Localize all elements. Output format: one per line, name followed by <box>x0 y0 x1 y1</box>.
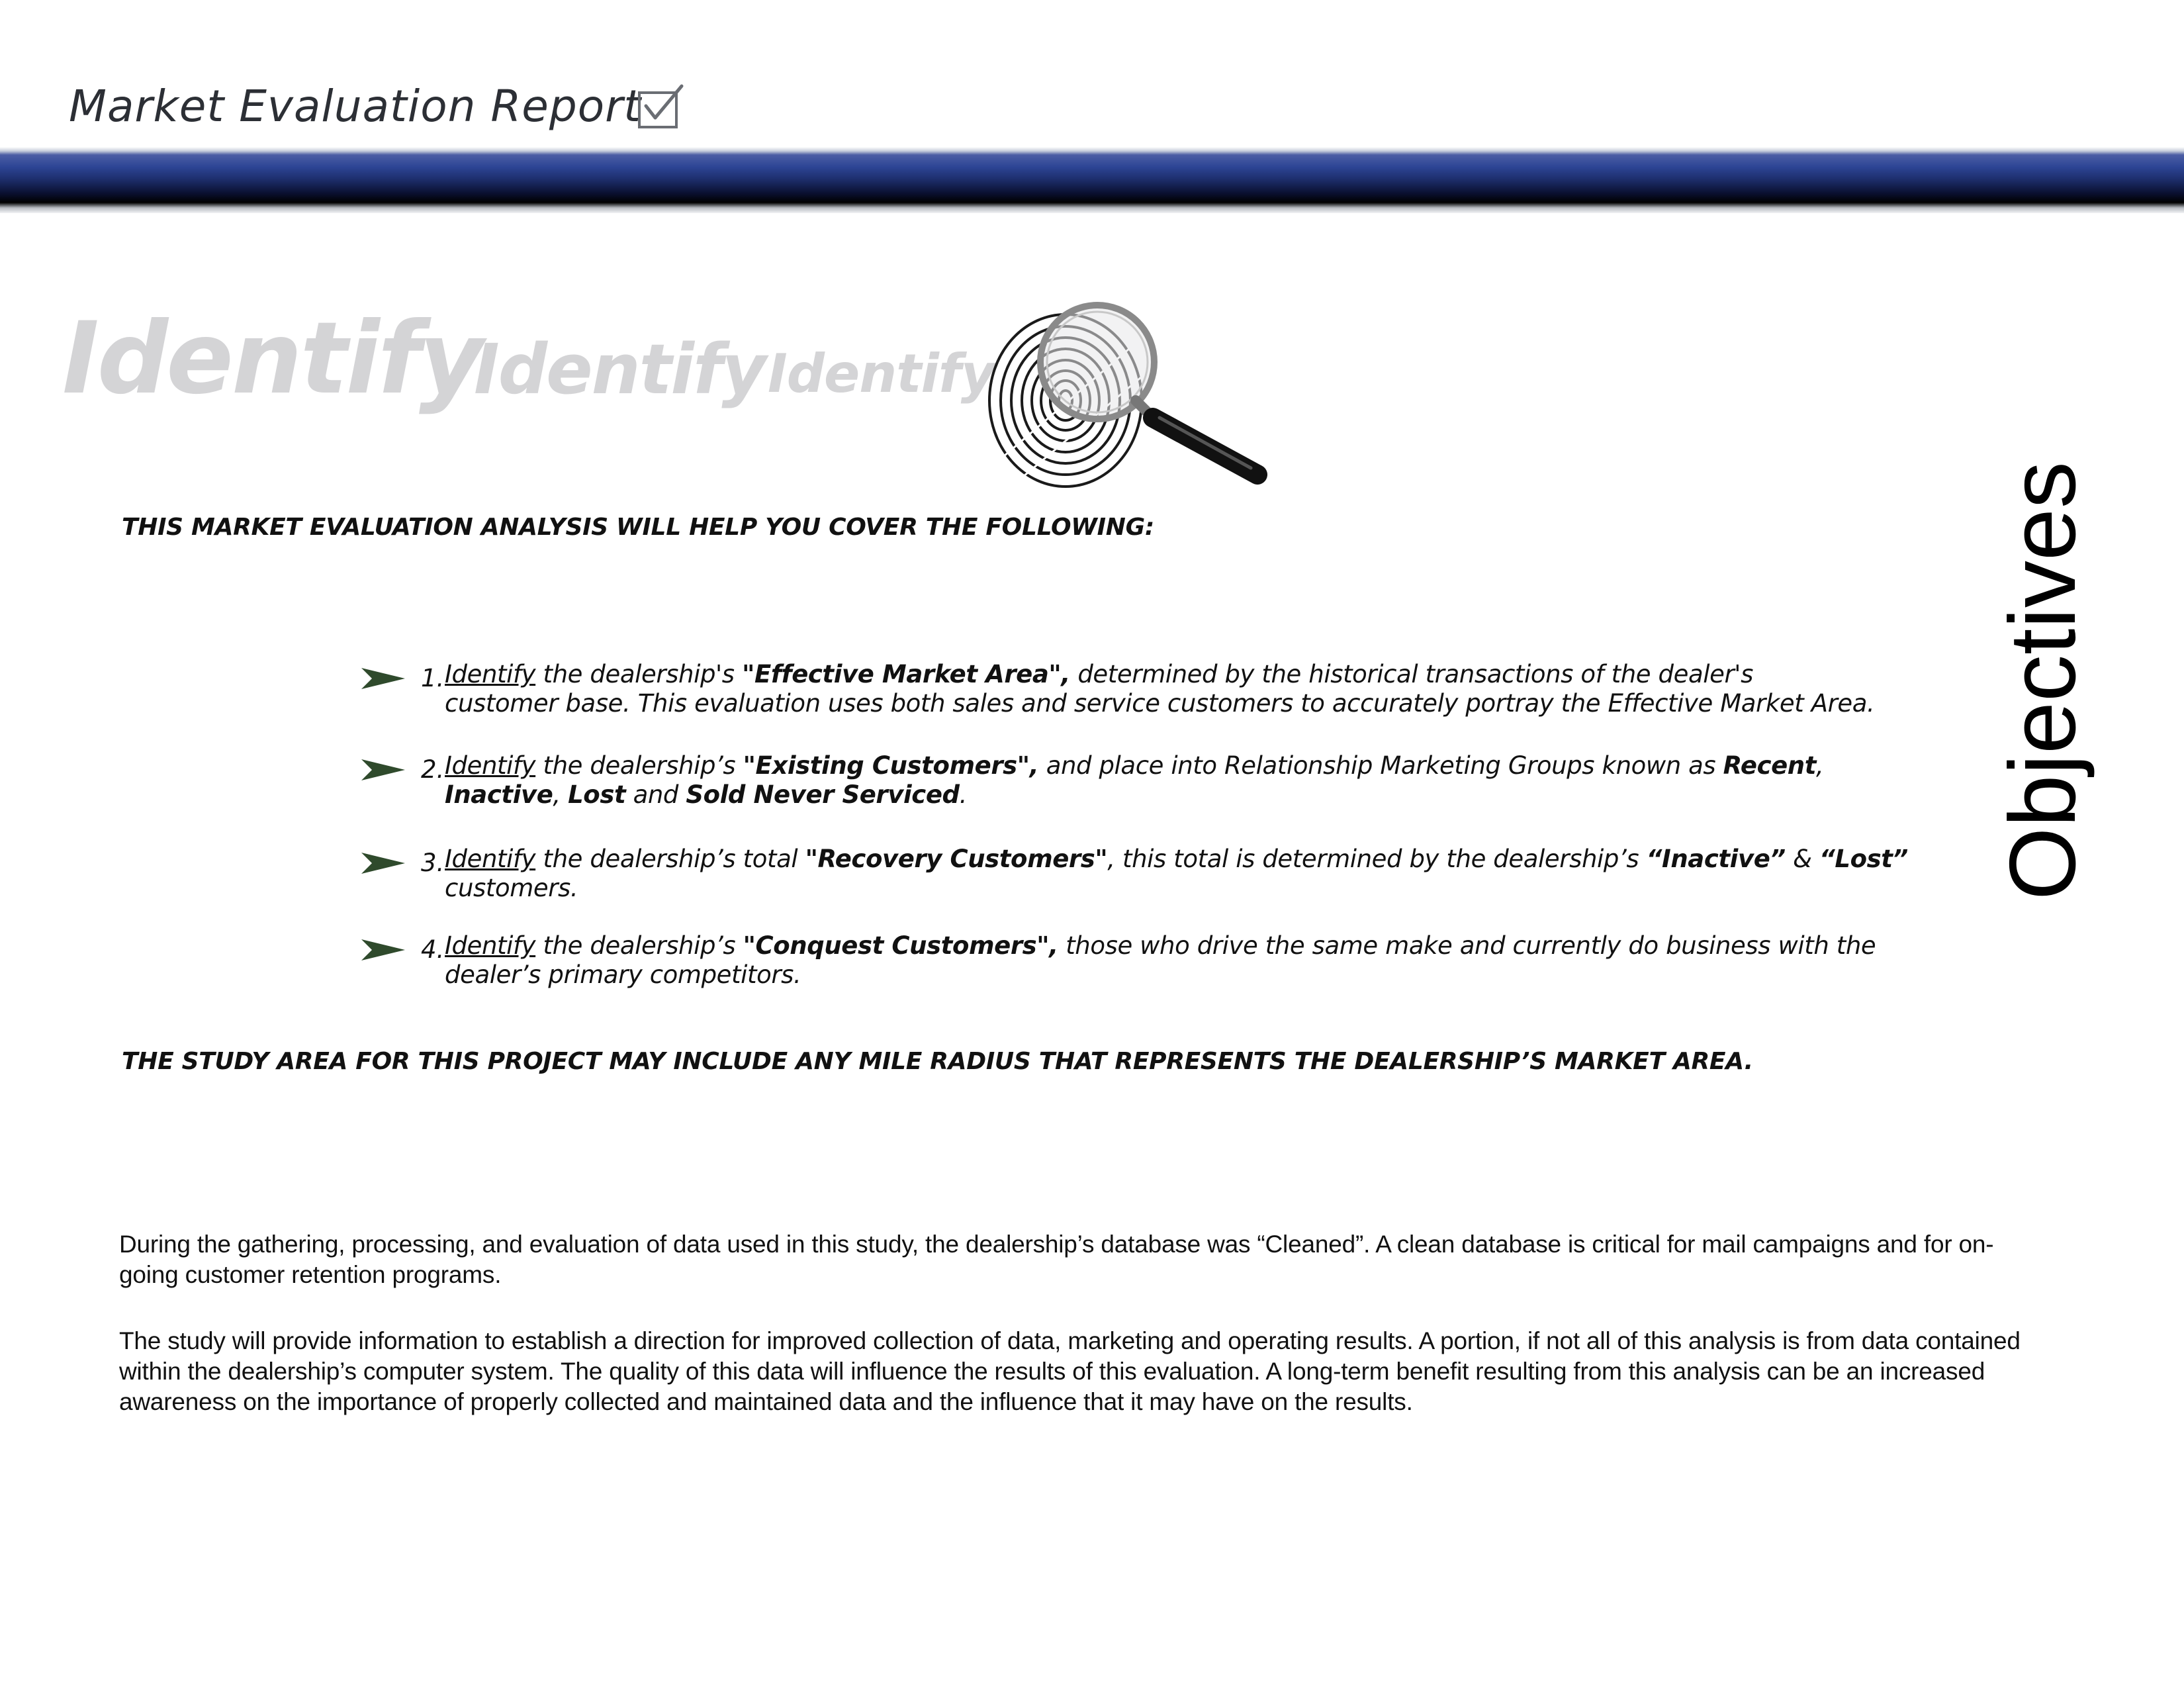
item-term: Inactive <box>445 780 553 809</box>
item-line <box>445 961 801 990</box>
item-term: “Inactive” <box>1646 845 1786 873</box>
item-text: the dealership’s total <box>535 845 805 873</box>
item-term: "Recovery Customers" <box>805 845 1108 873</box>
item-number: 3. <box>421 849 445 877</box>
item-text: , <box>1816 751 1824 780</box>
checkbox-icon <box>635 83 686 131</box>
item-line <box>445 689 1874 718</box>
item-text: customers. <box>445 874 578 902</box>
item-line <box>445 845 1908 874</box>
item-term: Lost <box>568 780 626 809</box>
study-area-heading: THE STUDY AREA FOR THIS PROJECT MAY INCLUDE ANY MILE RADIUS THAT REPRESENTS THE DEALERSHIP’S MARKET AREA. <box>122 1048 1753 1075</box>
arrow-bullet-icon <box>361 668 405 689</box>
item-term: “Lost” <box>1819 845 1908 873</box>
identify-word-medium: Identify <box>474 329 766 410</box>
item-keyword: Identify <box>445 751 536 780</box>
header-band <box>0 147 2184 213</box>
item-text: determined by the historical transactions of the dealer's <box>1069 660 1753 688</box>
item-text: . <box>959 780 967 809</box>
body-paragraph: The study will provide information to establish a direction for improved collection of data, marketing and operating results. A portion, if not all of this analysis is from data contained within the dealership’s computer system. The quality of this data will influence the results of this evaluation. A long-term benefit resulting from this analysis can be an increased awareness on the importance of properly collected and maintained data and the influence that it may have on the results. <box>119 1327 2021 1415</box>
item-term: "Effective Market Area", <box>742 660 1070 688</box>
arrow-bullet-icon <box>361 853 405 874</box>
arrow-bullet-icon <box>361 939 405 961</box>
objectives-label: Objectives <box>1990 461 2095 900</box>
item-text: the dealership’s <box>535 931 743 960</box>
item-line <box>445 660 1753 689</box>
item-text: the dealership’s <box>535 751 743 780</box>
item-keyword: Identify <box>445 845 536 873</box>
item-text: & <box>1785 845 1819 873</box>
item-text: and place into Relationship Marketing Groups known as <box>1038 751 1723 780</box>
report-title: Market Evaluation Report <box>69 81 642 132</box>
item-keyword: Identify <box>445 931 536 960</box>
body-paragraph: During the gathering, processing, and evaluation of data used in this study, the dealership’s database was “Cleaned”. A clean database is critical for mail campaigns and for on-going customer retention programs. <box>119 1231 1994 1288</box>
item-number: 1. <box>421 664 445 692</box>
item-term: Recent <box>1723 751 1817 780</box>
identify-word-large: Identify <box>62 301 482 416</box>
item-line <box>445 874 578 903</box>
item-number: 2. <box>421 755 445 784</box>
item-text: those who drive the same make and currently do business with the <box>1058 931 1876 960</box>
item-text: , this total is determined by the dealership’s <box>1107 845 1647 873</box>
intro-heading: THIS MARKET EVALUATION ANALYSIS WILL HELP YOU COVER THE FOLLOWING: <box>122 514 1154 541</box>
item-line <box>445 931 1876 961</box>
item-term: "Existing Customers", <box>743 751 1039 780</box>
item-line <box>445 751 1823 780</box>
item-text: , <box>553 780 569 809</box>
item-text: the dealership's <box>535 660 743 688</box>
identify-word-small: Identify <box>768 343 995 404</box>
item-line <box>445 780 967 810</box>
item-text: and <box>625 780 686 809</box>
item-text: dealer’s primary competitors. <box>445 961 801 989</box>
item-number: 4. <box>421 935 445 964</box>
fingerprint-magnifier-icon <box>979 301 1297 500</box>
item-text: customer base. This evaluation uses both sales and service customers to accurately portray the Effective Market Area. <box>445 689 1875 718</box>
item-keyword: Identify <box>445 660 536 688</box>
item-term: "Conquest Customers", <box>743 931 1058 960</box>
item-term: Sold Never Serviced <box>686 780 960 809</box>
arrow-bullet-icon <box>361 759 405 780</box>
